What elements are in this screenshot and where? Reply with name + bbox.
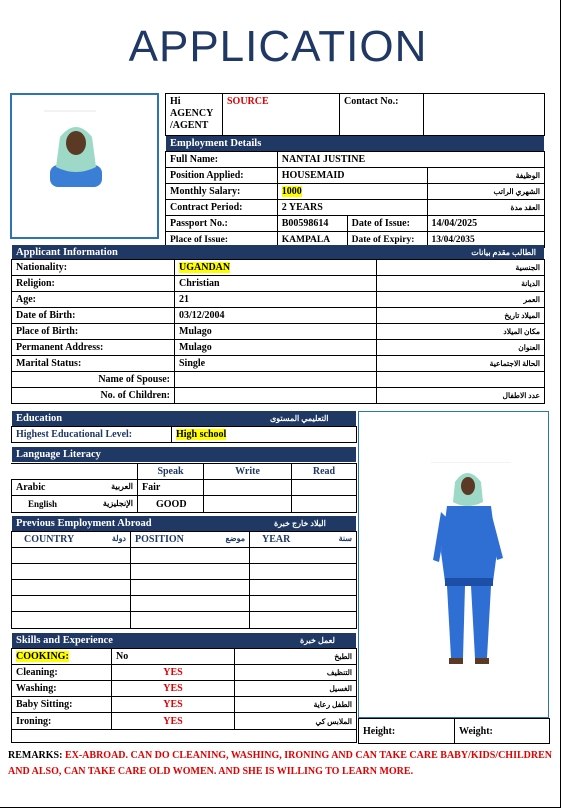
nationality-value: UGANDAN: [179, 262, 231, 273]
passport-value: B00598614: [277, 216, 347, 232]
previous-employment-table: COUNTRY دولة POSITION موضع YEAR سنة: [11, 531, 357, 629]
full-body-photo-frame: [358, 411, 549, 718]
applicant-row: Place of Birth: Mulago مكان الميلاد: [12, 324, 545, 340]
contact-label: Contact No.:: [340, 94, 424, 136]
measurements-table: [358, 718, 550, 744]
applicant-header-ar: الطالب مقدم بيانات: [471, 247, 536, 257]
agency-table: [165, 93, 545, 136]
salary-value: 1000: [281, 186, 302, 197]
table-row: [12, 580, 357, 596]
issue-date-label: Date of Issue:: [347, 216, 427, 232]
skill-row: Ironing: YES الملابس كي: [12, 713, 357, 730]
skill-row: Washing: YES الغسيل: [12, 681, 357, 697]
contract-value: 2 YEARS: [277, 200, 427, 216]
year-header: YEAR: [262, 534, 291, 545]
read-header: Read: [292, 464, 357, 480]
english-ar: الإنجليزية: [102, 499, 133, 508]
english-speak: GOOD: [138, 496, 204, 513]
education-level-label: Highest Educational Level:: [12, 427, 172, 443]
remarks: [8, 748, 553, 780]
passport-photo: [30, 107, 140, 187]
weight-label: Weight:: [455, 719, 550, 744]
expiry-label: Date of Expiry:: [347, 232, 427, 248]
applicant-row: Age: 21 العمر: [12, 292, 545, 308]
issue-place-label: Place of Issue:: [166, 232, 278, 248]
table-row: [12, 548, 357, 564]
table-row: [12, 596, 357, 612]
remarks-label: REMARKS:: [8, 750, 63, 761]
country-header: COUNTRY: [24, 534, 75, 545]
skill-row: COOKING: No الطبخ: [12, 649, 357, 665]
applicant-row: Permanent Address: Mulago العنوان: [12, 340, 545, 356]
contract-label: Contract Period:: [166, 200, 278, 216]
skills-table: [11, 648, 357, 730]
height-label: Height:: [359, 719, 455, 744]
skills-bottom-row: [11, 729, 357, 743]
education-table: [11, 426, 357, 443]
skills-header-ar: لعمل خبرة: [300, 636, 335, 645]
applicant-row: No. of Children: عدد الاطفال: [12, 388, 545, 404]
agency-label: Hi AGENCY /AGENT: [166, 94, 223, 136]
issue-place-value: KAMPALA: [277, 232, 347, 248]
salary-label: Monthly Salary:: [166, 184, 278, 200]
full-name-value: NANTAI JUSTINE: [277, 152, 544, 168]
full-body-photo: [431, 462, 531, 672]
education-level-value: High school: [176, 429, 227, 440]
skills-header: Skills and Experience لعمل خبرة: [12, 633, 356, 648]
arabic-ar: العربية: [111, 482, 133, 491]
expiry-value: 13/04/2035: [427, 232, 544, 248]
table-row: [12, 612, 357, 629]
position-value: HOUSEMAID: [277, 168, 427, 184]
issue-date-value: 14/04/2025: [427, 216, 544, 232]
source-label: SOURCE: [223, 94, 340, 136]
employment-header: Employment Details: [166, 136, 544, 151]
full-name-label: Full Name:: [166, 152, 278, 168]
applicant-header: Applicant Information الطالب مقدم بيانات: [12, 245, 544, 259]
previous-employment-header: Previous Employment Abroad البلاد خارج خبرة: [12, 516, 356, 531]
passport-label: Passport No.:: [166, 216, 278, 232]
contact-value: [424, 94, 545, 136]
cooking-label: COOKING:: [16, 651, 69, 662]
passport-photo-frame: [10, 93, 159, 239]
employment-table: [165, 151, 545, 248]
applicant-row: Religion: Christian الديانة: [12, 276, 545, 292]
remarks-text: EX-ABROAD. CAN DO CLEANING, WASHING, IRONING AND CAN TAKE CARE BABY/KIDS/CHILDREN AND ALSO, CAN TAKE CARE OLD WOMEN. AND SHE IS WILLING TO LEARN MORE.: [8, 750, 552, 777]
position-label: Position Applied:: [166, 168, 278, 184]
arabic-speak: Fair: [138, 480, 204, 496]
speak-header: Speak: [138, 464, 204, 480]
skill-row: Cleaning: YES التنظيف: [12, 665, 357, 681]
english-label: English: [28, 499, 58, 509]
applicant-row: Date of Birth: 03/12/2004 الميلاد تاريخ: [12, 308, 545, 324]
write-header: Write: [204, 464, 292, 480]
position-header: POSITION: [135, 534, 184, 545]
education-header: Education التعليمي المستوى: [12, 411, 356, 426]
education-header-ar: التعليمي المستوى: [270, 414, 329, 423]
language-table: [11, 463, 357, 513]
applicant-table: [11, 259, 545, 404]
salary-ar: الشهري الراتب: [427, 184, 544, 200]
applicant-row: Marital Status: Single الحالة الاجتماعية: [12, 356, 545, 372]
language-header: Language Literacy: [12, 447, 356, 462]
previous-employment-header-ar: البلاد خارج خبرة: [274, 519, 326, 528]
page-title: APPLICATION: [128, 22, 428, 71]
applicant-row: Nationality: UGANDAN الجنسية: [12, 260, 545, 276]
arabic-label: Arabic: [16, 482, 46, 493]
position-ar: الوظيفة: [427, 168, 544, 184]
skill-row: Baby Sitting: YES الطفل رعاية: [12, 697, 357, 713]
applicant-row: Name of Spouse:: [12, 372, 545, 388]
contract-ar: العقد مدة: [427, 200, 544, 216]
table-row: [12, 564, 357, 580]
